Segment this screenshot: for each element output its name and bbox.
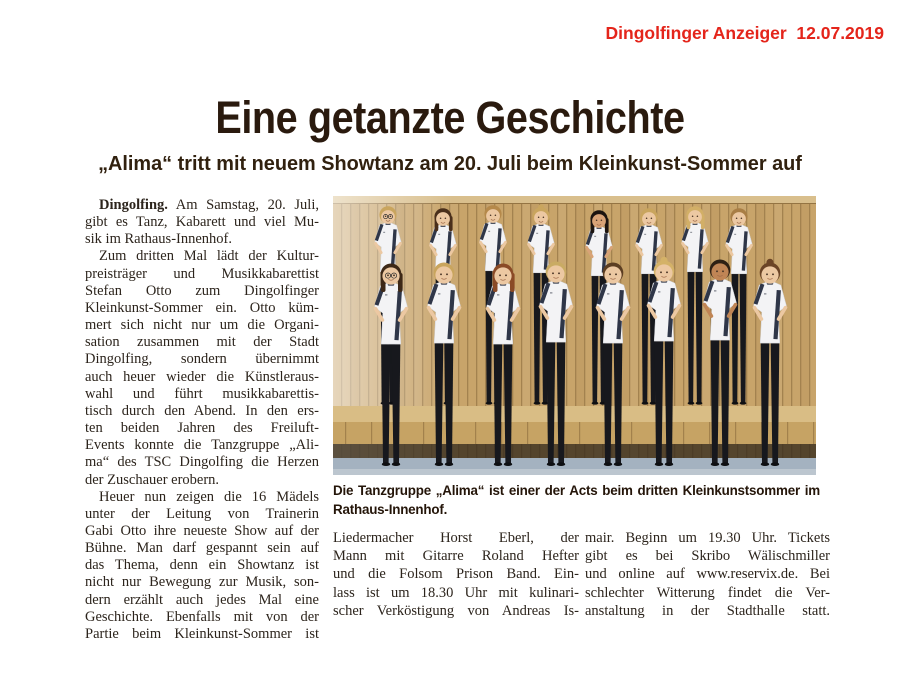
text-line: sik im Rathaus-Innenhof. [85, 231, 232, 248]
text-line: unter der Leitung von Trainerin [85, 505, 319, 522]
text-line: lass ist um 18.30 Uhr mit kulinari- [333, 584, 579, 601]
text-line: das Thema, denn ein Showtanz ist [85, 557, 319, 574]
text-line: gibt es Tanz, Kabarett und viel Mu- [85, 214, 319, 231]
text-line: Dingolfing, sondern übernimmt [85, 351, 319, 368]
paragraph-lead: Dingolfing. [99, 197, 168, 213]
text-line: der Zuschauer erobern. [85, 471, 220, 488]
article-column-right [585, 529, 830, 620]
team-photo [333, 196, 816, 475]
headline: Eine getanzte Geschichte [215, 92, 685, 143]
text-line: Liedermacher Horst Eberl, der [333, 530, 579, 546]
team-photo-illustration [333, 196, 816, 475]
text-line: und die Folsom Prison Band. Ein- [333, 566, 579, 583]
text-line: Partie beim Kleinkunst-Sommer ist [85, 625, 319, 642]
text-line: tisch durch den Abend. In den ers- [85, 402, 319, 419]
text-line: Stefan Otto zum Dingolfinger [85, 282, 319, 299]
caption-line: Rathaus-Innenhof. [333, 502, 448, 517]
text-line: auch heuer wieder die Künstleraus- [85, 368, 319, 385]
text-line: Dingolfing. Am Samstag, 20. Juli, [99, 197, 319, 213]
text-line: gibt es bei Skribo Wälischmiller [585, 548, 830, 565]
text-line: schlechter Witterung findet die Ver- [585, 584, 830, 601]
text-line: Zum dritten Mal lädt der Kultur- [99, 248, 319, 265]
text-line: Geschichte. Ebenfalls mit von der [85, 608, 319, 625]
text-line: Bühne. Man darf gespannt sein auf [85, 540, 319, 557]
text-line: ten beiden Jahren des Freiluft- [85, 420, 319, 437]
photo-caption [333, 481, 820, 519]
text-line: mert sich nicht nur um die Organi- [85, 317, 319, 334]
text-line: ma“ des TSC Dingolfing die Herzen [85, 454, 319, 471]
subheadline: „Alima“ tritt mit neuem Showtanz am 20. Juli beim Kleinkunst-Sommer auf [98, 152, 802, 175]
article-column-left [85, 197, 319, 643]
masthead: Dingolfinger Anzeiger 12.07.2019 [605, 23, 884, 43]
caption-line: Die Tanzgruppe „Alima“ ist einer der Acts beim dritten Kleinkunstsommer im [333, 483, 820, 498]
text-line: mair. Beginn um 19.30 Uhr. Tickets [585, 530, 830, 546]
text-line: preisträger und Musikkabarettist [85, 265, 319, 282]
text-line: Mann mit Gitarre Roland Hefter [333, 548, 579, 565]
text-line: wahl und führt musikkabarettis- [85, 385, 319, 402]
text-line: scher Verköstigung von Andreas Is- [333, 602, 579, 619]
text-line: sation zusammen mit der Stadt [85, 334, 319, 351]
text-line: Gabi Otto ihre neueste Show auf der [85, 522, 319, 539]
text-line: nicht nur Bewegung zur Musik, son- [85, 574, 319, 591]
article-column-middle [333, 529, 579, 620]
text-line: Events konnte die Tanzgruppe „Ali- [85, 437, 319, 454]
text-line: anstaltung in der Stadthalle statt. [585, 602, 830, 619]
text-line: Heuer nun zeigen die 16 Mädels [99, 488, 319, 505]
text-line: Kleinkunst-Sommer ein. Otto küm- [85, 299, 319, 316]
text-line: dern erzählt auch jedes Mal eine [85, 591, 319, 608]
text-line: und online auf www.reservix.de. Bei [585, 566, 830, 583]
